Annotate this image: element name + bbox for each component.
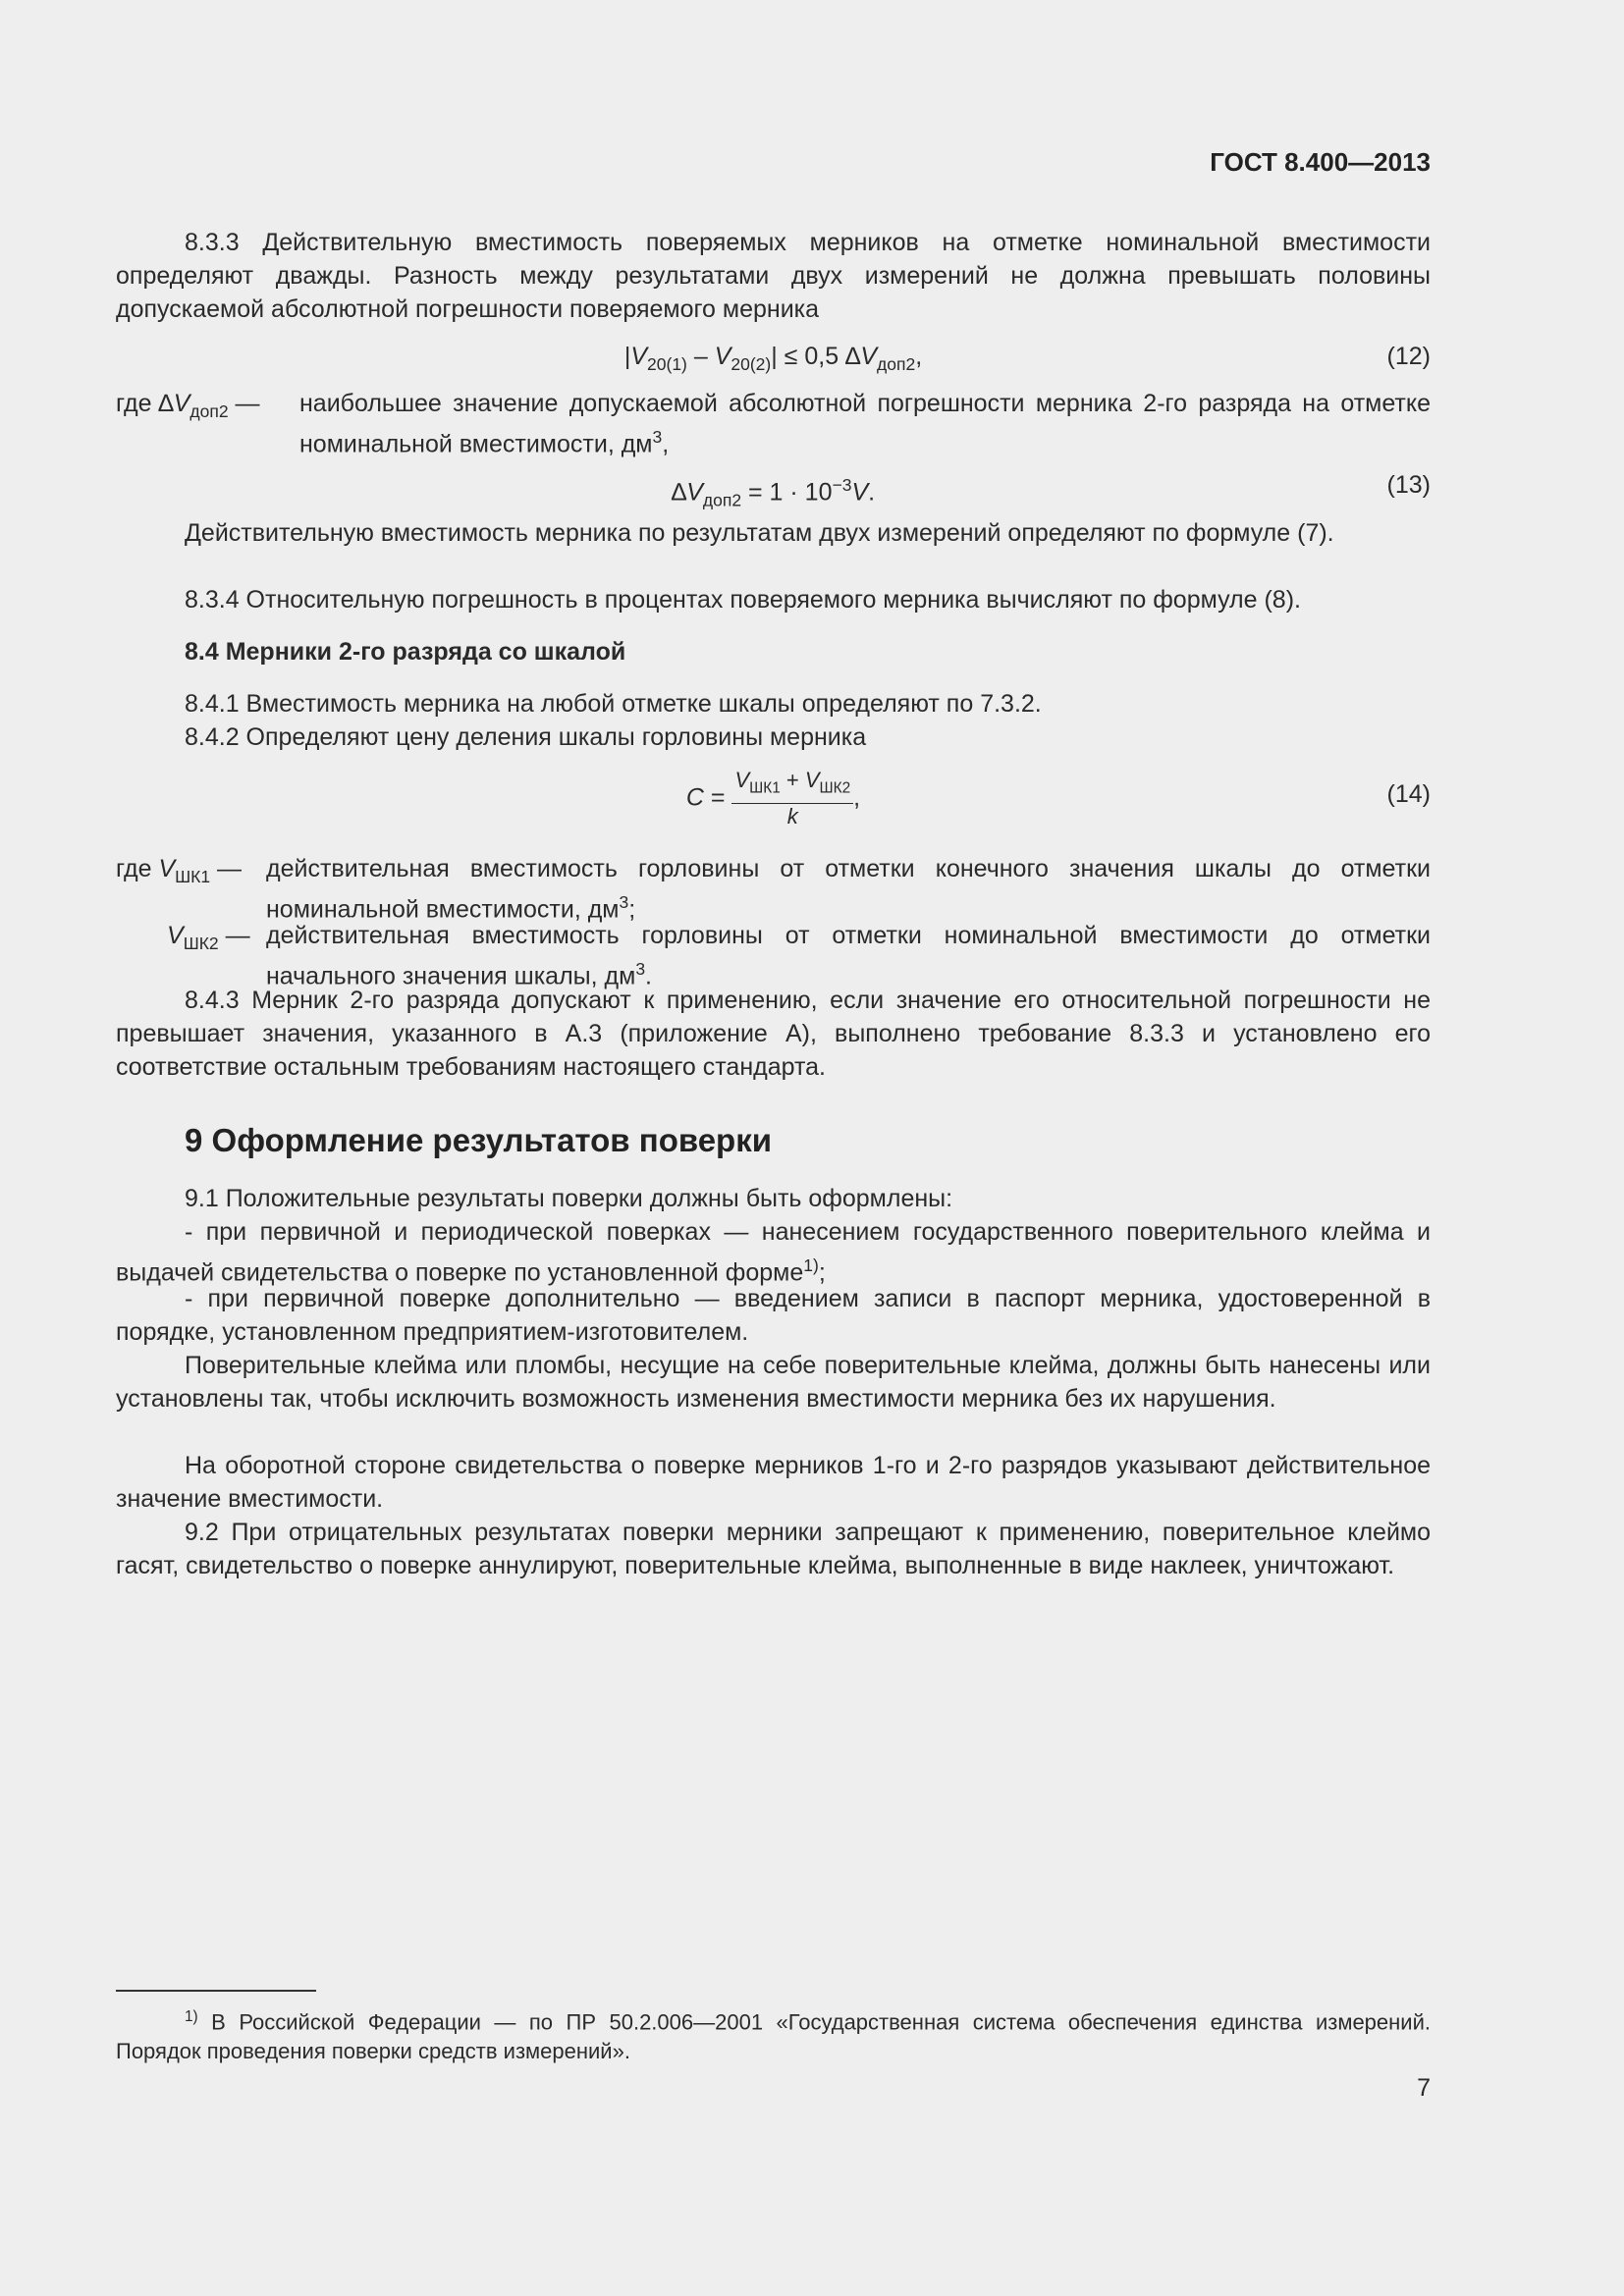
where-description: наибольшее значение допускаемой абсолютной погрешности мерника 2-го разряда на отметке номинальной вместимости, $дм^3$,	[299, 390, 1431, 458]
formula-14-fraction: $\frac{V_{ШК1} + V_{ШК2}}{k}$	[731, 768, 853, 829]
where-label: $V_{ШК2}$ —	[167, 922, 250, 953]
where-definition-12	[116, 387, 1431, 458]
where-description: действительная вместимость горловины от отметки конечного значения шкалы до отметки номинальной вместимости, $дм^3$;	[266, 855, 1431, 924]
clause-9-2: 9.2 При отрицательных результатах поверки мерники запрещают к применению, поверительное клеймо гасят, свидетельство о поверке аннулируют, поверительные клейма, выполненные в виде наклеек, уничтожают.	[116, 1519, 1431, 1579]
section-9-heading: 9 Оформление результатов поверки	[185, 1122, 773, 1158]
formula-14-number: (14)	[1386, 780, 1431, 808]
page-number: 7	[1417, 2074, 1431, 2102]
formula-14-expression: C = $\frac{V_{ШК1} + V_{ШК2}}{k}$ ,	[685, 768, 861, 829]
where-definition-14-vshk2	[116, 919, 1431, 990]
formula-12-expression: $|V_{20(1)} - V_{20(2)}| \le 0,5$ $\Delta V_{доп2}$,	[623, 343, 923, 374]
clause-8-4-3: 8.4.3 Мерник 2-го разряда допускают к применению, если значение его относительной погрешности не превышает значения, указанного в А.3 (приложение А), выполнено требование 8.3.3 и установлено его соответствие остальным требованиям настоящего стандарта.	[116, 987, 1431, 1081]
formula-13	[116, 468, 1431, 510]
formula-14	[116, 768, 1431, 828]
where-label: где $V_{ШК1}$ —	[116, 855, 243, 886]
footnote-separator	[116, 1990, 316, 1992]
clause-8-3-4: 8.3.4 Относительную погрешность в процентах поверяемого мерника вычисляют по формуле (8).	[185, 586, 1301, 614]
formula-13-expression: $\Delta V_{доп2} = 1 \cdot 10^{-3}V$.	[671, 475, 876, 510]
where-label: где $\Delta V_{доп2}$ —	[116, 390, 260, 421]
formula-13-number: (13)	[1386, 471, 1431, 499]
list-item-primary: - при первичной поверке дополнительно — введением записи в паспорт мерника, удостоверенной в порядке, установленном предприятием-изготовителем.	[116, 1285, 1431, 1346]
formula-12-number: (12)	[1386, 343, 1431, 370]
where-description: действительная вместимость горловины от отметки номинальной вместимости до отметки начального значения шкалы, $дм^3$.	[266, 922, 1431, 990]
clause-8-4-2: 8.4.2 Определяют цену деления шкалы горловины мерника	[185, 723, 867, 751]
where-definition-14-vshk1	[116, 852, 1431, 924]
formula-12	[116, 340, 1431, 373]
clause-8-3-3: 8.3.3 Действительную вместимость поверяемых мерников на отметке номинальной вместимости определяют дважды. Разность между результатами двух измерений не должна превышать половины допускаемой абсолютной погрешности поверяемого мерника	[116, 229, 1431, 323]
section-8-4-heading: 8.4 Мерники 2-го разряда со шкалой	[185, 638, 626, 666]
list-item-primary-periodic: - при первичной и периодической поверках — нанесением государственного поверительного клейма и выдачей свидетельства о поверке по установленной форме$^{1)}$;	[116, 1218, 1431, 1287]
paragraph-reverse-side: На оборотной стороне свидетельства о поверке мерников 1-го и 2-го разрядов указывают действительное значение вместимости.	[116, 1452, 1431, 1513]
footnote: $^{1)}$ В Российской Федерации — по ПР 50.2.006—2001 «Государственная система обеспечения единства измерений. Порядок проведения поверки средств измерений».	[116, 2008, 1431, 2064]
document-header: ГОСТ 8.400—2013	[1210, 147, 1431, 177]
paragraph-seals: Поверительные клейма или пломбы, несущие на себе поверительные клейма, должны быть нанесены или установлены так, чтобы исключить возможность изменения вместимости мерника без их нарушения.	[116, 1352, 1431, 1413]
paragraph-actual-capacity: Действительную вместимость мерника по результатам двух измерений определяют по формуле (7).	[185, 519, 1334, 547]
clause-8-4-1: 8.4.1 Вместимость мерника на любой отметке шкалы определяют по 7.3.2.	[185, 690, 1042, 718]
clause-9-1: 9.1 Положительные результаты поверки должны быть оформлены:	[185, 1185, 953, 1212]
